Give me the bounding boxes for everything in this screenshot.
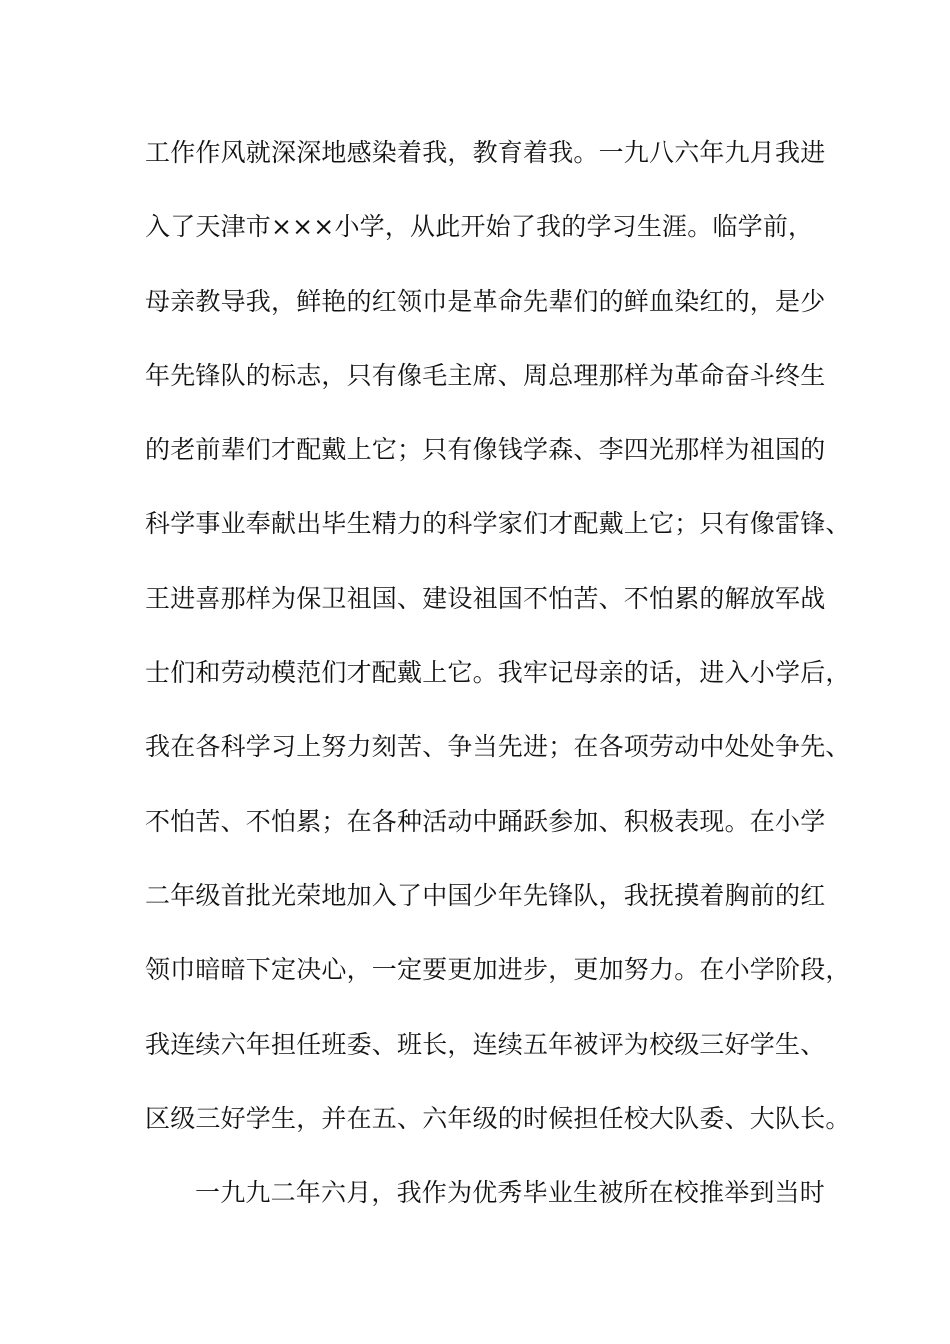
text-line-7: 王进喜那样为保卫祖国、建设祖国不怕苦、不怕累的解放军战: [145, 583, 826, 613]
text-line-13: 我连续六年担任班委、班长，连续五年被评为校级三好学生、: [145, 1029, 826, 1059]
paragraph-start-line: 一九九二年六月，我作为优秀毕业生被所在校推举到当时: [195, 1178, 826, 1208]
body-text: [145, 131, 851, 1245]
text-line-6: 科学事业奉献出毕生精力的科学家们才配戴上它；只有像雷锋、: [145, 509, 851, 539]
text-line-1: 工作作风就深深地感染着我，教育着我。一九八六年九月我进: [145, 138, 826, 167]
text-line-3: 母亲教导我，鲜艳的红领巾是革命先辈们的鲜血染红的，是少: [145, 286, 826, 316]
text-line-9: 我在各科学习上努力刻苦、争当先进；在各项劳动中处处争先、: [145, 732, 851, 762]
text-line-14: 区级三好学生，并在五、六年级的时候担任校大队委、大队长。: [145, 1103, 851, 1133]
text-line-11: 二年级首批光荣地加入了中国少年先锋队，我抚摸着胸前的红: [145, 880, 826, 910]
text-line-5: 的老前辈们才配戴上它；只有像钱学森、李四光那样为祖国的: [145, 435, 826, 465]
text-line-2: 入了天津市×××小学，从此开始了我的学习生涯。临学前，: [145, 212, 814, 242]
text-line-8: 士们和劳动模范们才配戴上它。我牢记母亲的话，进入小学后，: [145, 658, 851, 688]
text-line-12: 领巾暗暗下定决心，一定要更加进步，更加努力。在小学阶段，: [145, 955, 851, 985]
text-line-4: 年先锋队的标志，只有像毛主席、周总理那样为革命奋斗终生: [145, 360, 826, 390]
text-line-10: 不怕苦、不怕累；在各种活动中踊跃参加、积极表现。在小学: [145, 806, 826, 836]
